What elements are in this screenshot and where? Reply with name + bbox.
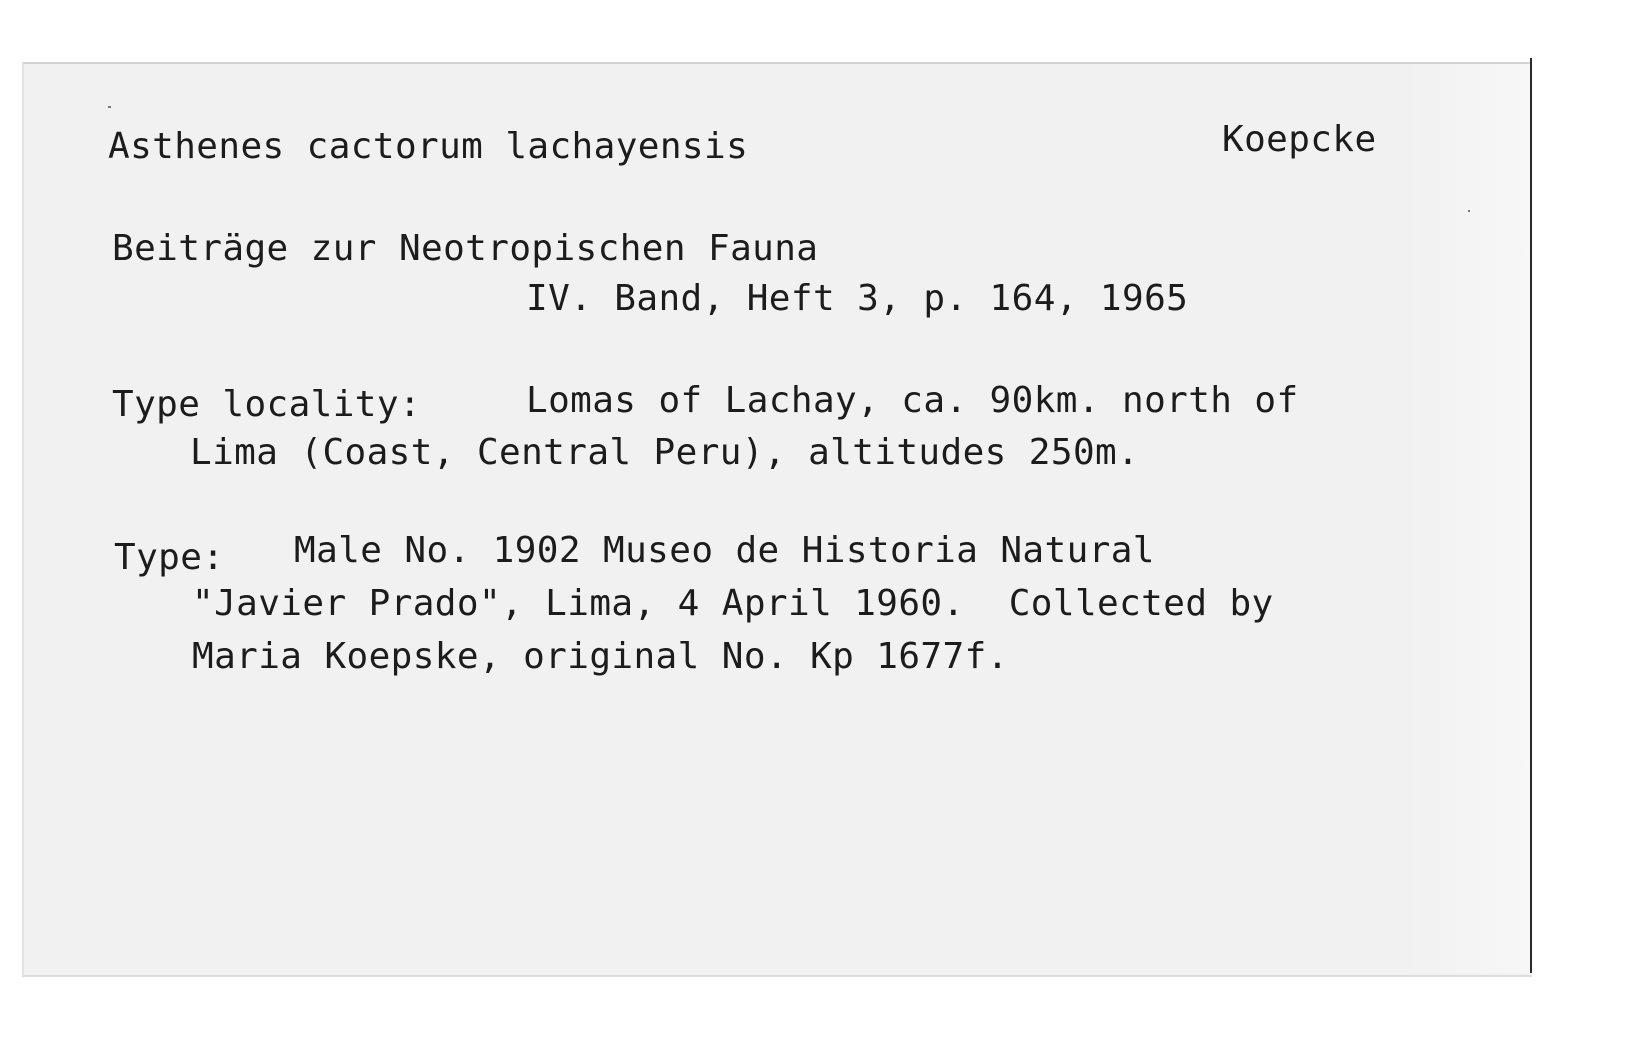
type-line-2: "Javier Prado", Lima, 4 April 1960. Collected by xyxy=(192,583,1274,624)
type-locality-line-1: Lomas of Lachay, ca. 90km. north of xyxy=(526,380,1299,421)
scan-speck xyxy=(108,106,111,108)
species-name: Asthenes cactorum lachayensis xyxy=(108,126,749,167)
type-locality-label: Type locality: xyxy=(112,384,422,425)
type-line-1: Male No. 1902 Museo de Historia Natural xyxy=(294,530,1155,571)
scan-speck xyxy=(1468,210,1470,212)
publication-title: Beiträge zur Neotropischen Fauna xyxy=(112,228,819,269)
type-locality-line-2: Lima (Coast, Central Peru), altitudes 250m. xyxy=(190,432,1140,473)
type-label: Type: xyxy=(114,537,225,578)
card-shadow-strip xyxy=(1405,64,1530,973)
author-name: Koepcke xyxy=(1222,119,1377,160)
publication-volume: IV. Band, Heft 3, p. 164, 1965 xyxy=(526,278,1189,319)
index-card xyxy=(22,62,1532,977)
type-line-3: Maria Koepske, original No. Kp 1677f. xyxy=(192,636,1009,677)
card-right-edge xyxy=(1530,58,1532,973)
